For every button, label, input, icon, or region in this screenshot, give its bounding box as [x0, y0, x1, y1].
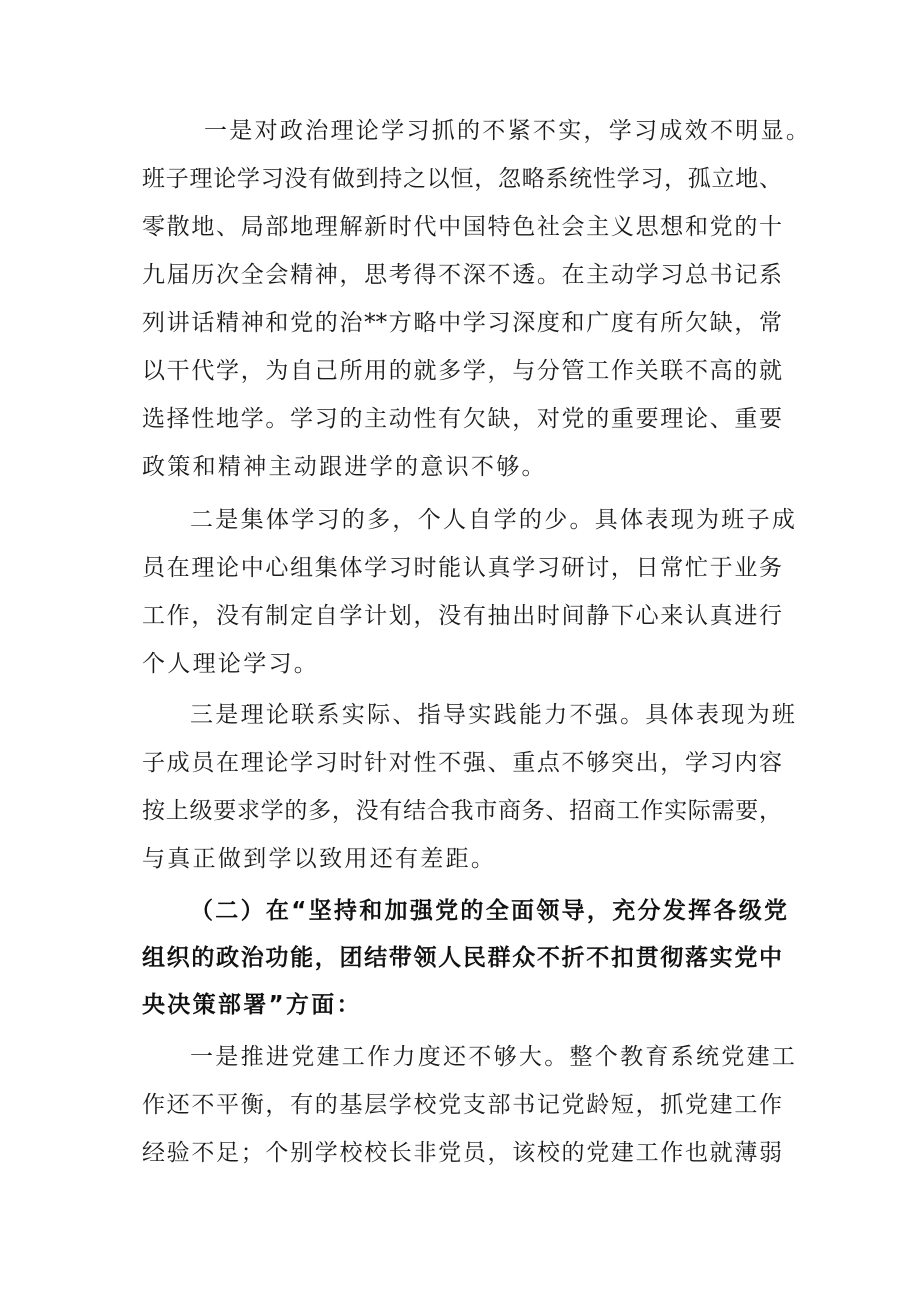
paragraph-4-line-3: 经验不足；个别学校校长非党员，该校的党建工作也就薄弱	[142, 1140, 782, 1166]
section-heading-2-line-2: 组织的政治功能，团结带领人民群众不折不扣贯彻落实党中	[142, 945, 782, 971]
paragraph-1-line-4: 九届历次全会精神，思考得不深不透。在主动学习总书记系	[142, 262, 782, 288]
paragraph-1-line-1: 一是对政治理论学习抓的不紧不实，学习成效不明显。	[204, 118, 812, 144]
paragraph-2-line-4: 个人理论学习。	[142, 651, 320, 677]
paragraph-4-line-2: 作还不平衡，有的基层学校党支部书记党龄短，抓党建工作	[142, 1092, 782, 1118]
paragraph-1-line-8: 政策和精神主动跟进学的意识不够。	[142, 454, 547, 480]
paragraph-3-line-2: 子成员在理论学习时针对性不强、重点不够突出，学习内容	[142, 750, 782, 776]
section-heading-2-line-1: （二）在“坚持和加强党的全面领导，充分发挥各级党	[190, 898, 790, 924]
paragraph-1-line-3: 零散地、局部地理解新时代中国特色社会主义思想和党的十	[142, 214, 782, 240]
paragraph-3-line-3: 按上级要求学的多，没有结合我市商务、招商工作实际需要，	[142, 798, 782, 824]
paragraph-3-line-1: 三是理论联系实际、指导实践能力不强。具体表现为班	[190, 702, 798, 728]
paragraph-1-line-7: 选择性地学。学习的主动性有欠缺，对党的重要理论、重要	[142, 406, 782, 432]
paragraph-3-line-4: 与真正做到学以致用还有差距。	[142, 846, 497, 872]
section-heading-2-line-3: 央决策部署”方面：	[142, 992, 362, 1018]
paragraph-1-line-6: 以干代学，为自己所用的就多学，与分管工作关联不高的就	[142, 358, 782, 384]
paragraph-1-line-5: 列讲话精神和党的治**方略中学习深度和广度有所欠缺，常	[142, 310, 782, 336]
paragraph-2-line-1: 二是集体学习的多，个人自学的少。具体表现为班子成	[190, 507, 798, 533]
paragraph-2-line-2: 员在理论中心组集体学习时能认真学习研讨，日常忙于业务	[142, 555, 782, 581]
paragraph-4-line-1: 一是推进党建工作力度还不够大。整个教育系统党建工	[190, 1044, 798, 1070]
paragraph-2-line-3: 工作，没有制定自学计划，没有抽出时间静下心来认真进行	[142, 603, 782, 629]
paragraph-1-line-2: 班子理论学习没有做到持之以恒，忽略系统性学习，孤立地、	[142, 166, 782, 192]
